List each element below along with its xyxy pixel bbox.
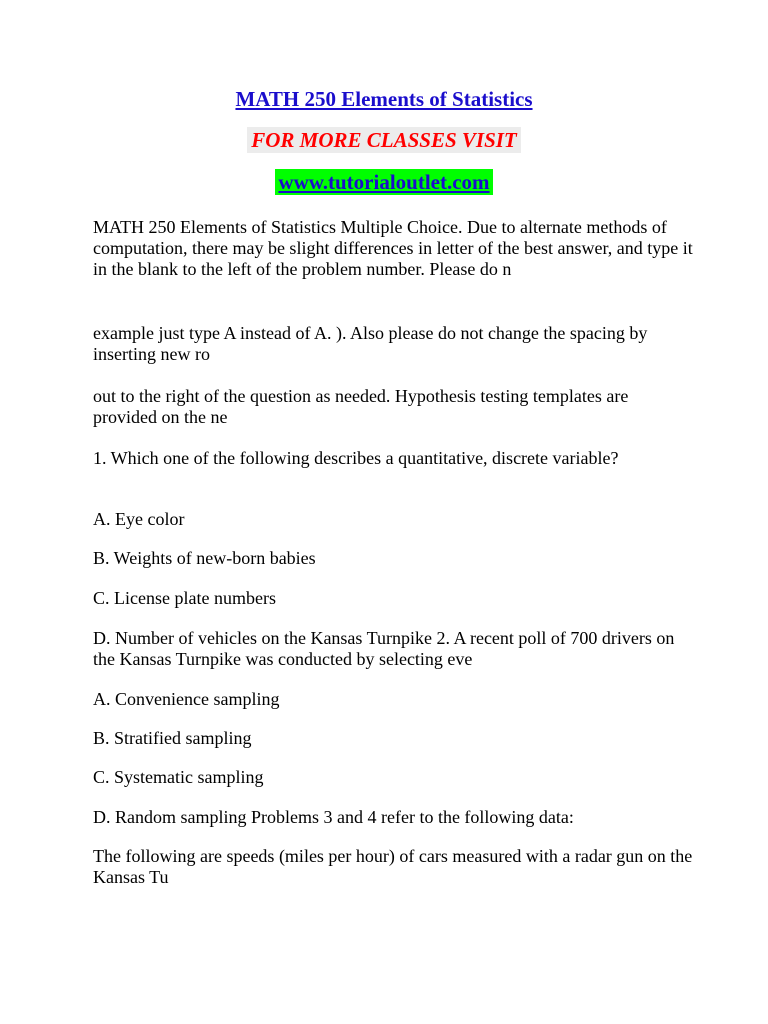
instruction-paragraph-3: out to the right of the question as needed. Hypothesis testing templates are provided on the ne — [93, 386, 629, 427]
question-1: 1. Which one of the following describes a quantitative, discrete variable? — [93, 448, 619, 468]
question-2-option-a: A. Convenience sampling — [93, 689, 280, 709]
website-link[interactable]: www.tutorialoutlet.com — [275, 169, 492, 195]
question-1-option-d-and-question-2: D. Number of vehicles on the Kansas Turnpike 2. A recent poll of 700 drivers on the Kansas Turnpike was conducted by selecting eve — [93, 628, 675, 669]
question-1-option-b: B. Weights of new-born babies — [93, 548, 316, 568]
title-link[interactable]: MATH 250 Elements of Statistics — [235, 87, 533, 111]
page-title — [0, 86, 768, 112]
promo-text: FOR MORE CLASSES VISIT — [247, 127, 521, 153]
promo-banner — [0, 127, 768, 153]
question-1-option-a: A. Eye color — [93, 509, 185, 529]
data-intro-paragraph: The following are speeds (miles per hour) of cars measured with a radar gun on the Kansas Tu — [93, 846, 693, 887]
website-link-row — [0, 169, 768, 195]
instruction-paragraph-2: example just type A instead of A. ). Also please do not change the spacing by inserting new ro — [93, 323, 648, 364]
question-2-option-c: C. Systematic sampling — [93, 767, 264, 787]
intro-paragraph: MATH 250 Elements of Statistics Multiple Choice. Due to alternate methods of computation, there may be slight differences in letter of the best answer, and type it in the blank to the left of the problem number. Please do n — [93, 217, 693, 279]
question-1-option-c: C. License plate numbers — [93, 588, 276, 608]
question-2-option-d: D. Random sampling Problems 3 and 4 refer to the following data: — [93, 807, 574, 827]
question-2-option-b: B. Stratified sampling — [93, 728, 252, 748]
